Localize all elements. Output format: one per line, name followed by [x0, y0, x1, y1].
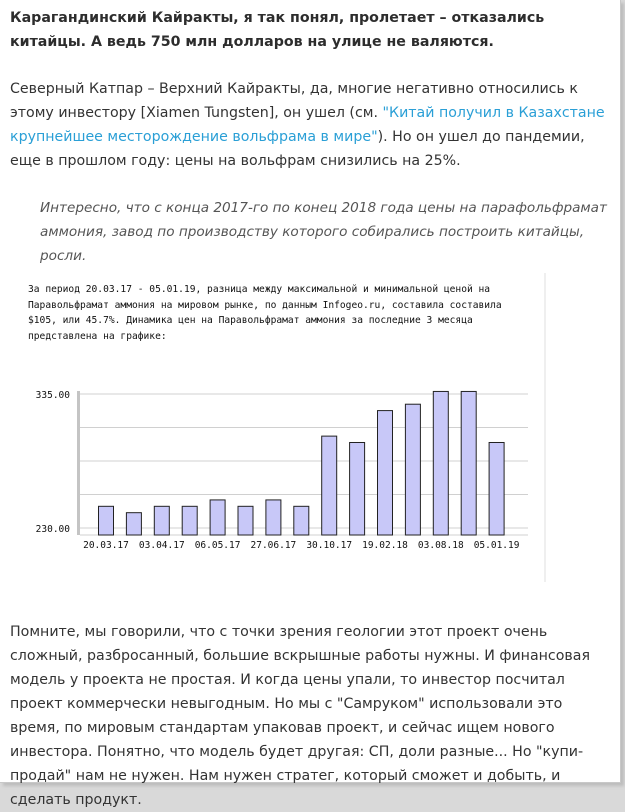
bar [182, 506, 197, 535]
y-axis-line [77, 391, 80, 535]
bar [210, 500, 225, 535]
lead-paragraph: Карагандинский Кайракты, я так понял, пролетает – отказались китайцы. А ведь 750 млн долларов на улице не валяются. [10, 10, 545, 50]
price-chart-figure [18, 273, 546, 582]
article-link[interactable]: "Китай получил в Казахстане крупнейшее месторождение вольфрама в мире" [10, 105, 605, 145]
bar [489, 442, 504, 535]
x-tick-label: 05.01.19 [473, 540, 520, 551]
bar [350, 442, 365, 535]
x-tick-label: 03.04.17 [138, 540, 185, 551]
bar [461, 391, 476, 535]
para1-text-before: Северный Катпар – Верхний Кайракты, да, многие негативно относились к этому инвестору [Xiamen Tungsten], он ушел (см. [10, 81, 578, 121]
y-tick-label: 230.00 [35, 524, 70, 535]
bar [238, 506, 253, 535]
bar [405, 404, 420, 535]
x-tick-label: 27.06.17 [250, 540, 297, 551]
y-tick-label: 335.00 [35, 390, 70, 401]
bar [322, 436, 337, 535]
x-tick-label: 20.03.17 [83, 540, 129, 551]
blockquote: Интересно, что с конца 2017-го по конец 2018 года цены на парафольфрамат аммония, завод по производству которого собирались построить китайцы, росли. [40, 200, 607, 264]
bar [99, 506, 114, 535]
x-tick-label: 30.10.17 [306, 540, 353, 551]
bar [294, 506, 309, 535]
x-tick-label: 03.08.18 [417, 540, 464, 551]
x-tick-label: 19.02.18 [362, 540, 408, 551]
chart-caption: За период 20.03.17 - 05.01.19, разница между максимальной и минимальной ценой на Паравольфрамат аммония на мировом рынке, по данным Infogeo.ru, составила составила $105, или 45.7%. Динамика цен на Паравольфрамат аммония за последние 3 месяца представлена на графике: [28, 284, 502, 342]
body-paragraph-1 [10, 77, 615, 173]
para1-text-after: ). Но он ушел до пандемии, еще в прошлом году: цены на вольфрам снизились на 25%. [10, 129, 585, 169]
bar [433, 391, 448, 535]
bar [126, 513, 141, 535]
price-bar-chart [18, 373, 544, 558]
bar [266, 500, 281, 535]
body-paragraph-2: Помните, мы говорили, что с точки зрения геологии этот проект очень сложный, разбросанный, большие вскрышные работы нужны. И финансовая модель у проекта не простая. И когда цены упали, то инвестор посчитал проект коммерчески невыгодным. Но мы с "Самруком" использовали это время, по мировым стандартам упаковав проект, и сейчас ищем нового инвестора. Понятно, что модель будет другая: СП, доли разные... Но "купи-продай" нам не нужен. Нам нужен стратег, который сможет и добыть, и сделать продукт. [10, 624, 590, 808]
x-tick-label: 06.05.17 [194, 540, 241, 551]
bar [378, 411, 393, 535]
bar [154, 506, 169, 535]
